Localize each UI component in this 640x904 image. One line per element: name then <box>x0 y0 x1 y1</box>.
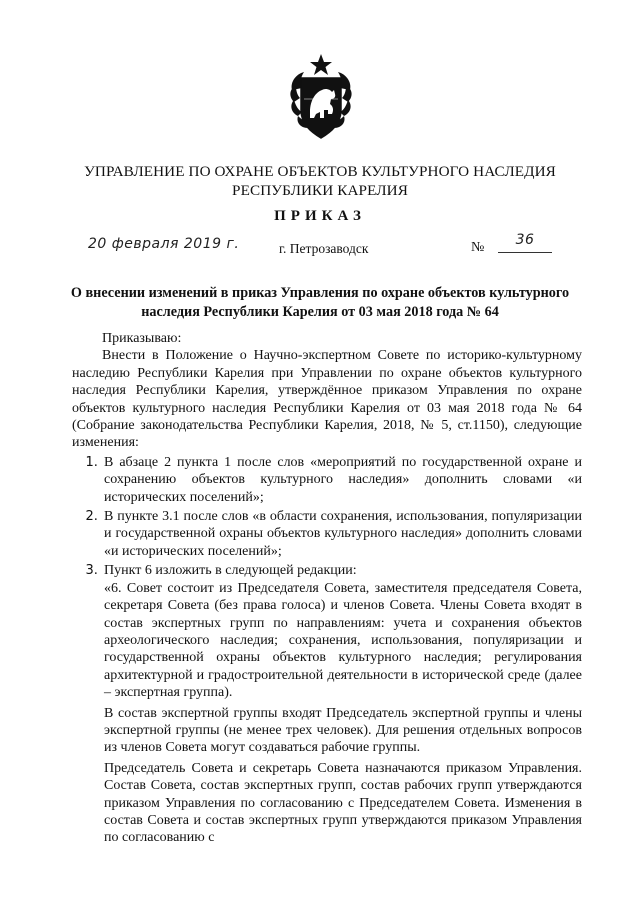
number-label: № <box>471 240 485 255</box>
list-item <box>102 562 582 847</box>
quoted-paragraph: В состав экспертной группы входят Председатель экспертной группы и члены экспертной группы (не менее трех человек). Для решения отдельных вопросов из членов Совета могут создаваться рабочие группы. <box>104 705 582 756</box>
organization-name-line-2: РЕСПУБЛИКИ КАРЕЛИЯ <box>232 182 408 199</box>
list-item-text: В абзаце 2 пункта 1 после слов «мероприятий по государственной охране и сохранению объектов культурного наследия» дополнить словами «и исторических поселений»; <box>104 454 582 505</box>
changes-list <box>72 454 582 847</box>
city-label: г. Петрозаводск <box>279 241 369 256</box>
quoted-paragraph: Председатель Совета и секретарь Совета назначаются приказом Управления. Состав Совета, состав экспертных групп, состав рабочих групп утверждаются приказом Управления по согласованию с Председателем Совета. Изменения в состав Совета и состав экспертных групп утверждаются приказом Управления по согласованию с <box>104 760 582 846</box>
intro-paragraph: Внести в Положение о Научно-экспертном Совете по историко-культурному наследию Республики Карелия при Управлении по охране объектов культурного наследия Республики Карелия, утверждённое приказом Управления по охране объектов культурного наследия Республики Карелия от 03 мая 2018 года № 64 (Собрание законодательства Республики Карелия, 2018, № 5, ст.1150), следующие изменения: <box>72 348 582 451</box>
list-item-text: Пункт 6 изложить в следующей редакции: <box>104 563 357 579</box>
list-item-text: В пункте 3.1 после слов «в области сохранения, использования, популяризации и государственной охраны объектов культурного наследия» дополнить словами «и исторических поселений»; <box>104 509 582 559</box>
coat-of-arms-emblem <box>286 52 356 144</box>
list-item <box>102 454 582 506</box>
organization-name <box>0 162 640 200</box>
organization-name-line-1: УПРАВЛЕНИЕ ПО ОХРАНЕ ОБЪЕКТОВ КУЛЬТУРНОГО НАСЛЕДИЯ <box>84 163 556 180</box>
star-icon <box>310 54 332 75</box>
list-item <box>102 508 582 560</box>
document-body <box>72 330 582 849</box>
handwritten-order-number: 36 <box>515 232 535 248</box>
order-word: Приказываю: <box>102 331 182 346</box>
document-subject: О внесении изменений в приказ Управления по охране объектов культурного наследия Республики Карелия от 03 мая 2018 года № 64 <box>70 285 570 320</box>
quoted-paragraph: «6. Совет состоит из Председателя Совета, заместителя председателя Совета, секретаря Совета (без права голоса) и членов Совета. Члены Совета входят в состав экспертных групп по направлениям: учета и сохранения объектов археологического наследия; сохранения, использования, популяризации и государственной охраны объектов культурного наследия; регулирования архитектурной и градостроительной деятельности в исторической среде (далее – экспертная группа). <box>104 580 582 701</box>
number-underline <box>498 252 552 253</box>
document-type-title: ПРИКАЗ <box>274 208 366 224</box>
handwritten-date: 20 февраля 2019 г. <box>88 236 240 252</box>
